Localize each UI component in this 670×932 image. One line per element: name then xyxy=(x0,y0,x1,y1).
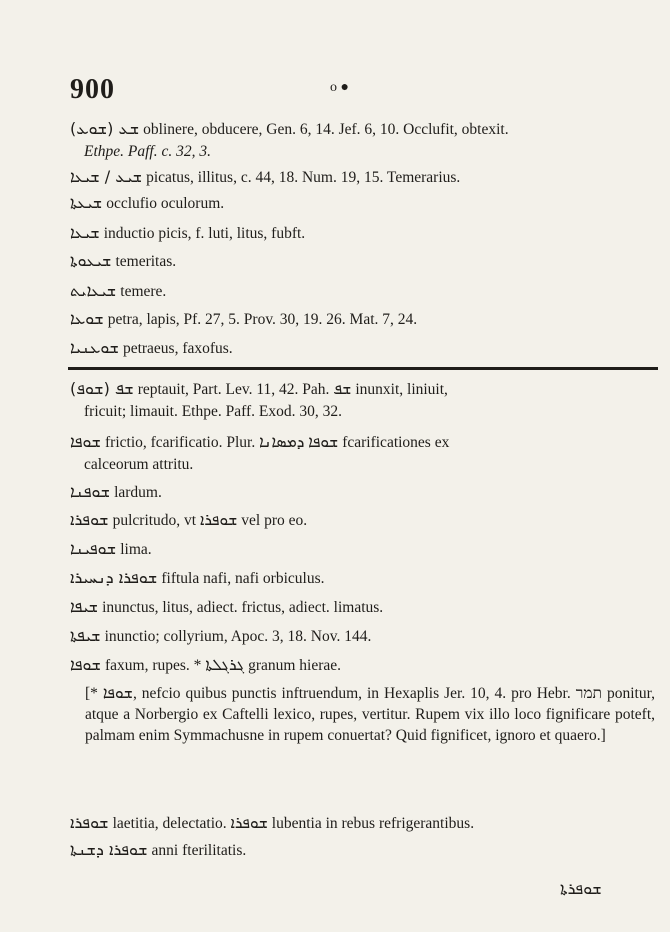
entry-line: ܫܘܦܐ frictio, fcarificatio. Plur. ܫܘܦܐ ܕܡܣܐܢܐ fcarificationes ex xyxy=(70,432,450,451)
entry-line: ܫܘܦܝܢܐ lima. xyxy=(70,539,152,558)
page-number: 900 xyxy=(70,74,115,105)
editorial-note: [* ܫܘܦܐ, nefcio quibus punctis inftruendum, in Hexaplis Jer. 10, 4. pro Hebr. תמר ponitur, atque a Norbergio ex Caftelli lexico, rupes, vertitur. Rupem vix illo loco fignificare poteft, palmam enim Symmachusne in rupem conuertat? Quid fignificet, ignoro et quaero.] xyxy=(85,685,655,744)
entry-line: ܫܝܥܬܐ occlufio oculorum. xyxy=(70,193,225,212)
entry-line: ܫܝܦܬܐ inunctio; collyrium, Apoc. 3, 18. Nov. 144. xyxy=(70,626,372,645)
entry-line: ܫܘܦܐ faxum, rupes. * ܓܪܓܠܬܐ granum hierae. xyxy=(70,655,342,674)
entry-line: ܫܘܦܪܐ ܕܢܚܝܪܐ fiftula nafi, nafi orbiculus. xyxy=(70,568,325,587)
entry-line: ܫܝܦܐ inunctus, litus, adiect. frictus, adiect. limatus. xyxy=(70,597,384,616)
entry-line: ܫܝܥ / ܫܝܥܐ picatus, illitus, c. 44, 18. Num. 19, 15. Temerarius. xyxy=(70,167,461,186)
entry-line: ܫܘܦܢܐ lardum. xyxy=(70,482,162,501)
entry-line: Ethpe. Paff. c. 32, 3. xyxy=(84,143,211,160)
entry-line: ܫܘܦܪܐ laetitia, delectatio. ܫܘܦܪܐ lubentia in rebus refrigerantibus. xyxy=(70,813,475,832)
header-mark: o ● xyxy=(330,80,349,95)
entry-line: ܫܘܦܪܐ pulcritudo, vt ܫܘܦܪܐ vel pro eo. xyxy=(70,510,308,529)
entry-line: calceorum attritu. xyxy=(84,456,194,473)
entry-line: ܫܘܥܐ petra, lapis, Pf. 27, 5. Prov. 30, 19. 26. Mat. 7, 24. xyxy=(70,309,418,328)
entry-line: ܫܝܥܘܬܐ temeritas. xyxy=(70,251,177,270)
entry-line: ܫܘܥܢܝܐ petraeus, faxofus. xyxy=(70,338,233,357)
section-rule xyxy=(68,367,658,370)
entry-line: (ܫܘܦ) ܫܦ reptauit, Part. Lev. 11, 42. Pah. ܫܦ inunxit, liniuit, xyxy=(70,379,448,398)
entry-line: ܫܝܥܐ inductio picis, f. luti, litus, fubft. xyxy=(70,223,306,242)
entry-line: ܫܘܦܪܐ ܕܫܢܬܐ anni fterilitatis. xyxy=(70,840,247,859)
entry-line: ܫܝܥܐܝܬ temere. xyxy=(70,281,167,300)
catchword: ܫܘܦܪܬܐ xyxy=(560,879,602,898)
entry-line: fricuit; limauit. Ethpe. Paff. Exod. 30, 32. xyxy=(84,403,343,420)
entry-line: (ܫܘܥ) ܫܥ oblinere, obducere, Gen. 6, 14. Jef. 6, 10. Occlufit, obtexit. xyxy=(70,119,509,138)
